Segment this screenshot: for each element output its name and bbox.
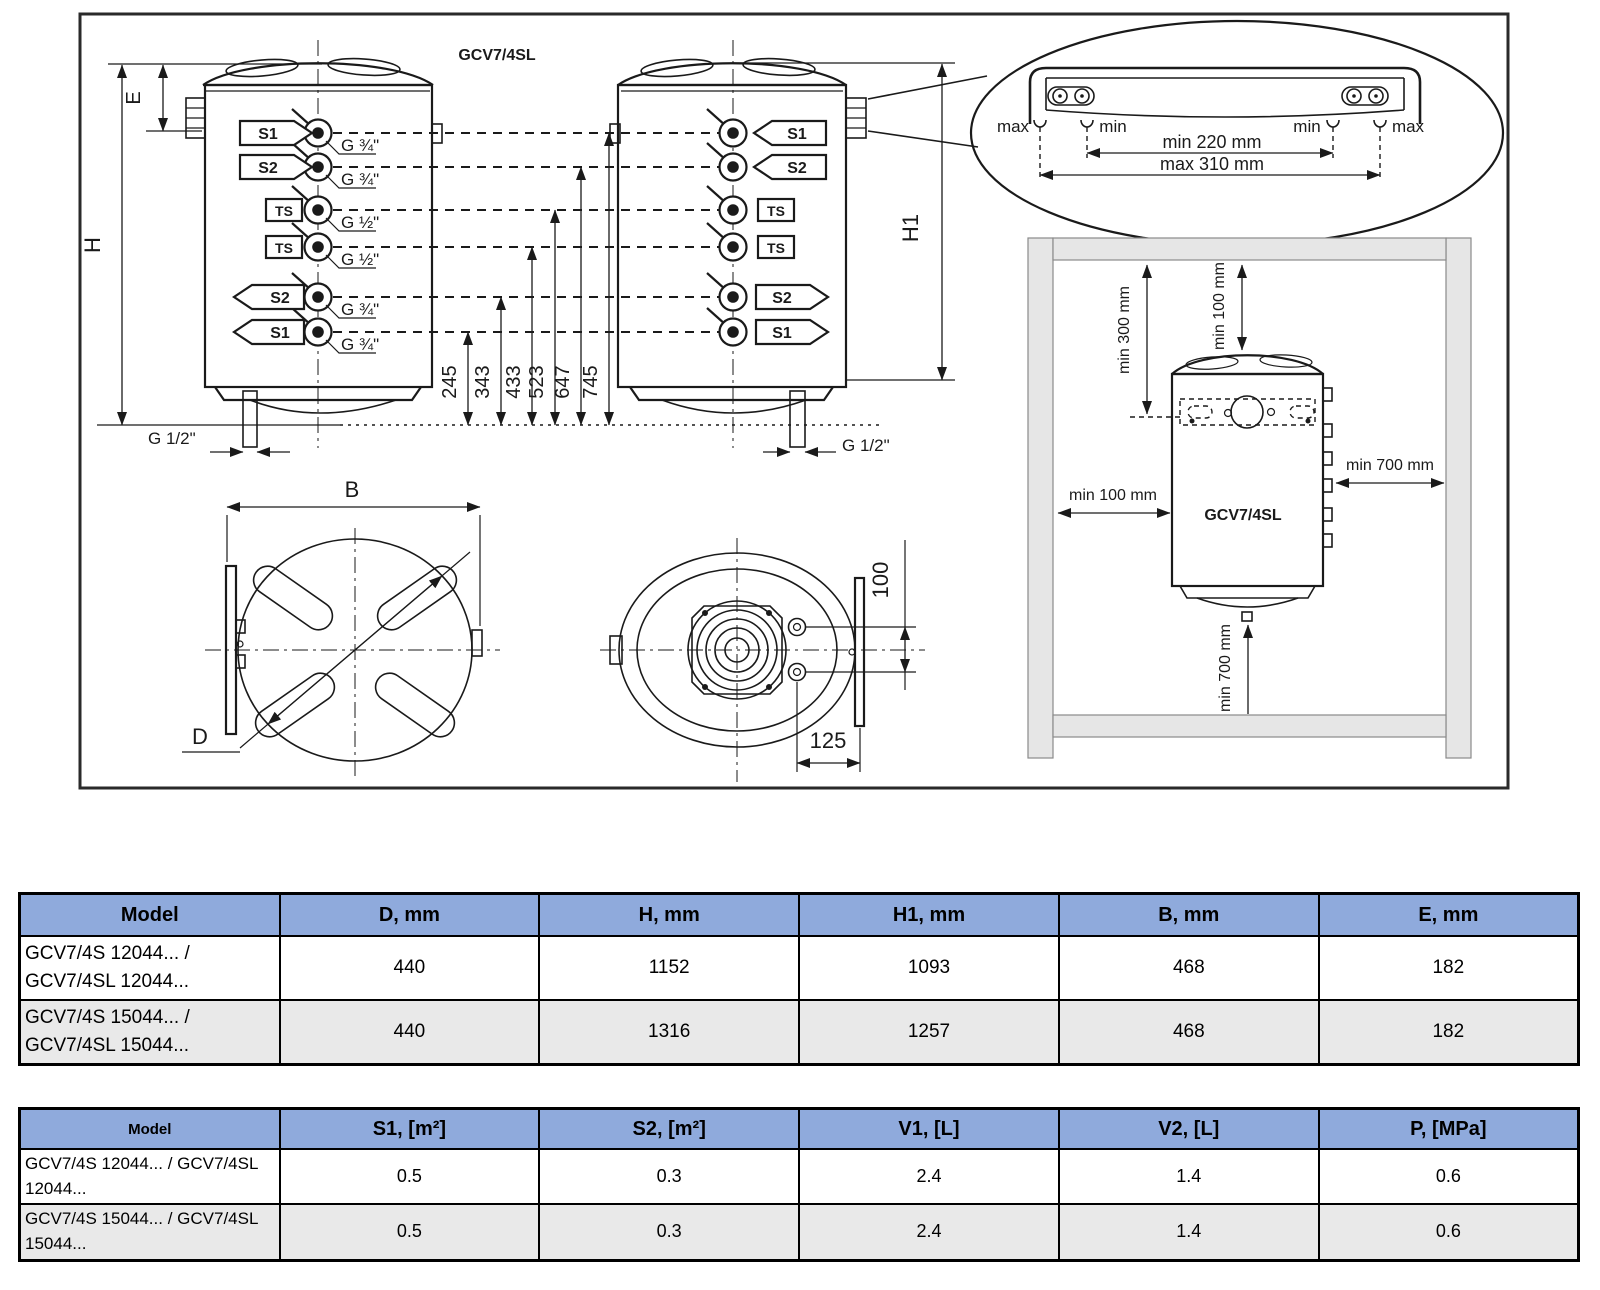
value-cell: 1152 [539,936,799,1000]
port-size-label: G ¾" [341,300,380,319]
svg-text:D: D [192,724,208,749]
svg-text:G 1/2": G 1/2" [842,436,890,455]
col-header-v1: V1, [L] [799,1109,1059,1150]
svg-text:100: 100 [868,561,893,599]
model-cell: GCV7/4S 15044... / GCV7/4SL 15044... [20,1000,280,1065]
value-cell: 0.6 [1319,1149,1579,1204]
height-245: 245 [439,365,461,399]
svg-text:min 100 mm: min 100 mm [1211,261,1228,351]
bracket-max-right: max [1391,117,1425,136]
value-cell: 1316 [539,1000,799,1065]
bracket-dim-min: min 220 mm [1162,132,1262,152]
dimensions-table-header-row [20,894,1579,937]
value-cell: 182 [1319,1000,1579,1065]
height-523: 523 [526,365,548,399]
value-cell: 1093 [799,936,1059,1000]
port-tag: S2 [787,160,807,177]
value-cell: 182 [1319,936,1579,1000]
port-tag: TS [275,203,293,219]
svg-text:E: E [123,91,145,105]
bracket-max-left: max [996,117,1030,136]
col-header-b: B, mm [1059,894,1319,937]
port-tag: TS [275,240,293,256]
svg-text:125: 125 [809,728,847,753]
table-row [20,936,1579,1000]
port-tag: TS [767,203,785,219]
model-cell: GCV7/4S 15044... / GCV7/4SL 15044... [20,1204,280,1260]
port-tag: S1 [258,126,278,143]
bracket-min-left: min [1099,117,1127,136]
col-header-h1: H1, mm [799,894,1059,937]
table-row [20,1204,1579,1260]
value-cell: 0.3 [539,1204,799,1260]
svg-text:min 300 mm: min 300 mm [1116,285,1133,375]
port-size-label: G ½" [341,250,380,269]
port-tag: S1 [772,325,792,342]
height-343: 343 [472,365,494,399]
port-size-label: G ¾" [341,335,380,354]
col-header-d: D, mm [280,894,540,937]
installed-heater-label: GCV7/4SL [1204,507,1282,524]
col-header-e: E, mm [1319,894,1579,937]
value-cell: 440 [280,1000,540,1065]
svg-text:min 100 mm: min 100 mm [1068,487,1158,504]
drawing-title: GCV7/4SL [458,47,536,64]
value-cell: 0.5 [280,1149,540,1204]
col-header-model: Model [20,894,280,937]
port-tag: TS [767,240,785,256]
svg-text:B: B [344,477,360,502]
svg-text:min 700 mm: min 700 mm [1217,623,1234,713]
col-header-p: P, [MPa] [1319,1109,1579,1150]
value-cell: 1.4 [1059,1204,1319,1260]
specs-table-header-row [20,1109,1579,1150]
port-tag: S1 [270,325,290,342]
port-size-label: G ½" [341,213,380,232]
specs-table [18,1107,1580,1262]
dimensions-table [18,892,1580,1066]
model-cell: GCV7/4S 12044... / GCV7/4SL 12044... [20,936,280,1000]
col-header-s2: S2, [m²] [539,1109,799,1150]
table-row [20,1000,1579,1065]
port-tag: S2 [270,290,290,307]
col-header-h: H, mm [539,894,799,937]
svg-text:min 700 mm: min 700 mm [1345,457,1435,474]
port-tag: S2 [258,160,278,177]
height-745: 745 [580,365,602,399]
value-cell: 1257 [799,1000,1059,1065]
value-cell: 2.4 [799,1149,1059,1204]
svg-text:H: H [80,237,105,253]
table-row [20,1149,1579,1204]
value-cell: 468 [1059,936,1319,1000]
value-cell: 0.5 [280,1204,540,1260]
value-cell: 1.4 [1059,1149,1319,1204]
value-cell: 0.3 [539,1149,799,1204]
value-cell: 468 [1059,1000,1319,1065]
svg-text:G 1/2": G 1/2" [148,429,196,448]
value-cell: 440 [280,936,540,1000]
value-cell: 2.4 [799,1204,1059,1260]
bracket-min-right: min [1293,117,1321,136]
svg-text:H1: H1 [898,213,923,243]
bracket-dim-max: max 310 mm [1159,154,1265,174]
col-header-s1: S1, [m²] [280,1109,540,1150]
port-size-label: G ¾" [341,170,380,189]
height-647: 647 [552,365,574,399]
col-header-v2: V2, [L] [1059,1109,1319,1150]
model-cell: GCV7/4S 12044... / GCV7/4SL 12044... [20,1149,280,1204]
port-size-label: G ¾" [341,136,380,155]
col-header-model: Model [20,1109,280,1150]
port-tag: S1 [787,126,807,143]
value-cell: 0.6 [1319,1204,1579,1260]
height-433: 433 [503,365,525,399]
port-tag: S2 [772,290,792,307]
